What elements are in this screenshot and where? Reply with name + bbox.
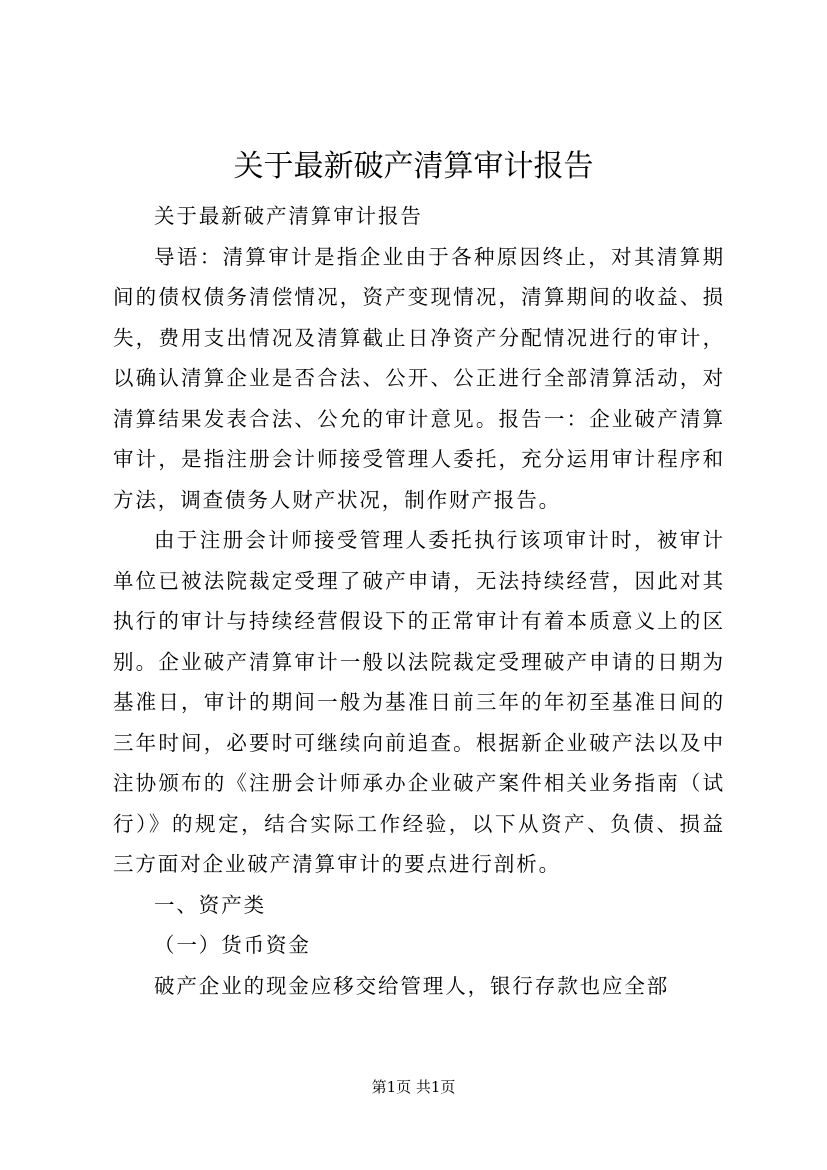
paragraph-cash: 破产企业的现金应移交给管理人，银行存款也应全部: [154, 973, 670, 998]
paragraph-heading: 关于最新破产清算审计报告: [154, 204, 423, 228]
paragraph-main: 由于注册会计师接受管理人委托执行该项审计时，被审计单位已被法院裁定受理了破产申请，无法持续经营，因此对其执行的审计与持续经营假设下的正常审计有着本质意义上的区别。企业破产清算审计一般以法院裁定受理破产申请的日期为基准日，审计的期间一般为基准日前三年的年初至基准日间的三年时间，必要时可继续向前追查。根据新企业破产法以及中注协颁布的《注册会计师承办企业破产案件相关业务指南（试行）》的规定，结合实际工作经验，以下从资产、负债、损益三方面对企业破产清算审计的要点进行剖析。: [113, 528, 725, 876]
section-heading-assets: 一、资产类: [154, 892, 266, 917]
page-footer: 第1页 共1页: [371, 1078, 456, 1096]
paragraph-intro: 导语：清算审计是指企业由于各种原因终止，对其清算期间的债权债务清偿情况，资产变现情况，清算期间的收益、损失，费用支出情况及清算截止日净资产分配情况进行的审计，以确认清算企业是否合法、公开、公正进行全部清算活动，对清算结果发表合法、公允的审计意见。报告一：企业破产清算审计，是指注册会计师接受管理人委托，充分运用审计程序和方法，调查债务人财产状况，制作财产报告。: [113, 244, 725, 512]
document-title: 关于最新破产清算审计报告: [233, 149, 594, 184]
subsection-heading-cash: （一）货币资金: [154, 933, 311, 957]
document-body: [113, 196, 725, 1006]
